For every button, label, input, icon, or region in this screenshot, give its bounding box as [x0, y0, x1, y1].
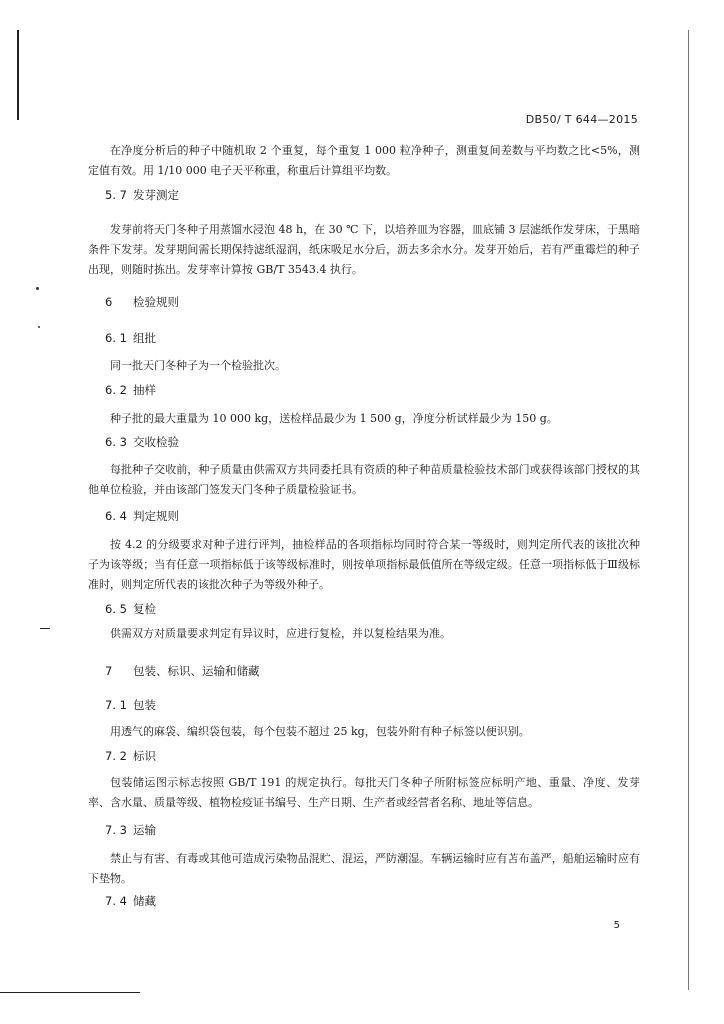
page-code: DB50/ T 644—2015	[525, 113, 638, 126]
scan-speck	[36, 287, 39, 290]
section-heading	[105, 329, 156, 347]
body-paragraph: 每批种子交收前，种子质量由供需双方共同委托具有资质的种子种苗质量检验技术部门或获得该部门授权的其他单位检验，并由该部门签发天门冬种子质量检验证书。	[88, 463, 640, 496]
body-paragraph: 禁止与有害、有毒或其他可造成污染物品混贮、混运，严防潮湿。车辆运输时应有苫布盖严，船舶运输时应有下垫物。	[88, 852, 640, 885]
section-title: 包装	[133, 698, 156, 712]
section-heading	[105, 747, 156, 765]
section-title: 包装、标识、运输和储藏	[133, 664, 260, 678]
scan-edge-left	[17, 30, 19, 120]
section-title: 复检	[133, 602, 156, 616]
scan-mark	[40, 628, 50, 629]
scan-speck	[38, 326, 40, 328]
section-title: 交收检验	[133, 435, 179, 449]
section-number: 7. 3	[105, 823, 127, 837]
body-paragraph: 按 4.2 的分级要求对种子进行评判，抽检样品的各项指标均同时符合某一等级时，则判定所代表的该批次种子为该等级；当有任意一项指标低于该等级标准时，则按单项指标最低值所在等级定级。任意一项指标低于Ⅲ级标准时，则判定所代表的该批次种子为等级外种子。	[88, 538, 640, 591]
section-number: 6	[105, 295, 113, 309]
section-title: 标识	[133, 749, 156, 763]
section-heading	[105, 381, 156, 399]
body-paragraph: 种子批的最大重量为 10 000 kg，送检样品最少为 1 500 g，净度分析试样最少为 150 g。	[110, 412, 558, 425]
section-number: 7. 1	[105, 698, 127, 712]
section-title: 储藏	[133, 894, 156, 908]
section-heading	[105, 600, 156, 618]
body-paragraph: 包装储运图示标志按照 GB/T 191 的规定执行。每批天门冬种子所附标签应标明产地、重量、净度、发芽率、含水量、质量等级、植物检疫证书编号、生产日期、生产者或经营者名称、地址等信息。	[88, 776, 640, 809]
section-heading	[105, 892, 156, 910]
body-paragraph: 用透气的麻袋、编织袋包装，每个包装不超过 25 kg，包装外附有种子标签以便识别。	[110, 725, 530, 738]
section-number: 7. 2	[105, 749, 127, 763]
section-number: 7	[105, 664, 113, 678]
section-title: 抽样	[133, 383, 156, 397]
page-number: 5	[613, 920, 620, 931]
section-number: 6. 2	[105, 383, 127, 397]
section-title: 运输	[133, 823, 156, 837]
section-number: 6. 1	[105, 331, 127, 345]
section-heading	[105, 507, 179, 525]
section-title: 组批	[133, 331, 156, 345]
scan-edge-bottom	[0, 992, 140, 993]
section-heading	[105, 821, 156, 839]
section-heading	[105, 433, 179, 451]
section-heading	[105, 696, 156, 714]
body-paragraph: 同一批天门冬种子为一个检验批次。	[110, 359, 286, 372]
section-number: 6. 5	[105, 602, 127, 616]
section-heading	[105, 293, 179, 311]
section-number: 7. 4	[105, 894, 127, 908]
body-paragraph: 发芽前将天门冬种子用蒸馏水浸泡 48 h，在 30 ℃ 下，以培养皿为容器，皿底铺 3 层滤纸作发芽床，于黑暗条件下发芽。发芽期间需长期保持滤纸湿润，纸床吸足水分后，沥去多余水分。发芽开始后，若有严重霉烂的种子出现，则随时拣出。发芽率计算按 GB/T 3543.4 执行。	[88, 223, 640, 276]
section-title: 判定规则	[133, 509, 179, 523]
section-number: 5. 7	[105, 188, 127, 202]
body-paragraph: 在净度分析后的种子中随机取 2 个重复，每个重复 1 000 粒净种子，测重复间差数与平均数之比<5%，测定值有效。用 1/10 000 电子天平称重，称重后计算组平均数。	[88, 144, 640, 177]
section-number: 6. 4	[105, 509, 127, 523]
section-heading	[105, 186, 179, 204]
section-title: 检验规则	[133, 295, 179, 309]
body-paragraph: 供需双方对质量要求判定有异议时，应进行复检，并以复检结果为准。	[110, 627, 451, 640]
section-title: 发芽测定	[133, 188, 179, 202]
section-heading	[105, 662, 260, 680]
section-number: 6. 3	[105, 435, 127, 449]
scan-edge-right	[688, 30, 689, 990]
